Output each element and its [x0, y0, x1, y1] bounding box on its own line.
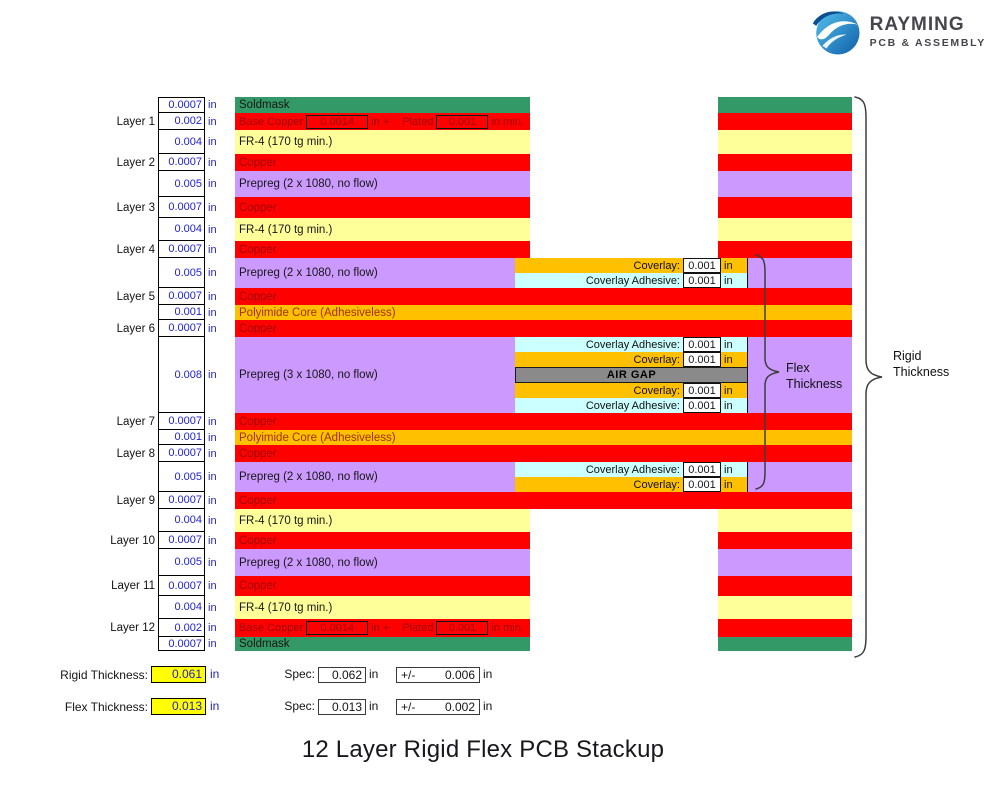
rigid-thickness-brace — [849, 94, 891, 660]
thickness-unit: in — [208, 290, 217, 303]
material-label: Copper — [239, 156, 277, 169]
material-bar-right — [718, 154, 852, 171]
layer-table-row — [93, 576, 226, 596]
material-bar-right — [718, 130, 852, 154]
thickness-value: 0.0007 — [168, 579, 202, 592]
material-label: Prepreg (2 x 1080, no flow) — [239, 471, 378, 483]
layer-table-row — [93, 218, 226, 241]
material-label: Copper — [239, 290, 277, 303]
layer-label — [93, 337, 155, 413]
coverlay-stack — [515, 462, 748, 492]
thickness-cell[interactable] — [158, 218, 205, 241]
coverlay-value-box[interactable]: 0.001 — [683, 337, 721, 352]
coverlay-unit: in — [721, 398, 748, 413]
thickness-cell[interactable] — [158, 113, 205, 130]
flex-spec-label: Spec: — [284, 699, 315, 713]
layer-table-row — [93, 492, 226, 509]
coverlay-value-box[interactable]: 0.001 — [683, 273, 721, 288]
layer-table-row — [93, 596, 226, 619]
base-copper-spec — [235, 621, 524, 635]
coverlay-label: Coverlay: — [633, 478, 680, 491]
rigid-spec-label: Spec: — [284, 667, 315, 681]
thickness-unit: in — [208, 136, 217, 148]
thickness-value: 0.0007 — [168, 156, 202, 168]
layer-label — [93, 596, 155, 619]
board-gap — [530, 97, 718, 113]
thickness-unit: in — [208, 494, 217, 507]
stackup-row — [235, 509, 852, 532]
board-gap — [530, 637, 718, 651]
layer-table-row — [93, 413, 226, 430]
material-bar-right — [718, 197, 852, 218]
logo-text — [870, 15, 986, 49]
layer-label: Layer 1 — [116, 115, 155, 128]
thickness-unit: in — [208, 601, 217, 614]
thickness-unit: in — [208, 243, 217, 256]
layer-table-row — [93, 462, 226, 492]
coverlay-label: Coverlay Adhesive: — [585, 463, 680, 476]
flex-tolerance-value: 0.002 — [444, 700, 475, 714]
layer-table-row — [93, 619, 226, 637]
flex-tolerance-sign: +/- — [401, 700, 416, 714]
plated-unit: in min. — [491, 622, 524, 634]
layer-label — [93, 509, 155, 532]
layer-table-row — [93, 258, 226, 288]
thickness-cell[interactable] — [158, 154, 205, 171]
thickness-value: 0.0007 — [168, 201, 202, 213]
layer-label: Layer 9 — [116, 494, 155, 507]
material-label: FR-4 (170 tg min.) — [239, 136, 333, 148]
board-gap — [530, 619, 718, 637]
rigid-thickness-label: Rigid Thickness — [893, 349, 950, 379]
thickness-value: 0.0007 — [168, 494, 202, 506]
material-label: Prepreg (3 x 1080, no flow) — [239, 369, 378, 381]
layer-table-row — [93, 532, 226, 549]
coverlay-label: Coverlay Adhesive: — [585, 338, 680, 351]
layer-label: Layer 12 — [110, 622, 155, 634]
thickness-value: 0.005 — [174, 177, 202, 190]
thickness-cell[interactable] — [158, 619, 205, 637]
board-gap — [530, 218, 718, 241]
material-bar-right — [718, 549, 852, 576]
material-bar-left — [235, 619, 530, 637]
thickness-value: 0.005 — [174, 470, 202, 483]
thickness-unit: in — [208, 514, 217, 527]
thickness-value: 0.001 — [174, 431, 202, 443]
material-label: FR-4 (170 tg min.) — [239, 601, 333, 614]
layer-table-row — [93, 337, 226, 413]
coverlay-value-box[interactable]: 0.001 — [683, 383, 721, 398]
base-copper-label: Base Copper — [239, 622, 304, 634]
thickness-cell[interactable] — [158, 637, 205, 651]
rayming-logo-icon — [811, 6, 863, 58]
material-bar-left — [235, 596, 530, 619]
material-bar-right — [718, 619, 852, 637]
layer-table-row — [93, 113, 226, 130]
thickness-unit: in — [208, 115, 217, 128]
coverlay-label: Coverlay Adhesive: — [585, 274, 680, 287]
stackup-row — [235, 197, 852, 218]
thickness-unit: in — [208, 156, 217, 169]
base-copper-label: Base Copper — [239, 115, 304, 128]
material-bar-right — [718, 596, 852, 619]
thickness-value: 0.0007 — [168, 290, 202, 302]
board-gap — [530, 532, 718, 549]
thickness-cell[interactable] — [158, 171, 205, 197]
thickness-value: 0.004 — [174, 223, 202, 235]
coverlay-bar-adhesive — [515, 398, 748, 413]
rigid-thickness-unit: in — [210, 667, 220, 681]
thickness-unit: in — [208, 369, 217, 381]
thickness-cell[interactable] — [158, 337, 205, 413]
thickness-unit: in — [208, 556, 217, 569]
thickness-unit: in — [208, 267, 217, 279]
air-gap-label: AIR GAP — [606, 369, 657, 381]
material-label: Copper — [239, 243, 277, 256]
stackup-row — [235, 113, 852, 130]
base-copper-unit: in + — [371, 622, 390, 634]
thickness-value: 0.002 — [174, 115, 202, 127]
coverlay-value-box[interactable]: 0.001 — [683, 477, 721, 492]
rigid-spec-unit: in — [369, 667, 379, 681]
layer-table-row — [93, 197, 226, 218]
material-label: Prepreg (2 x 1080, no flow) — [239, 267, 378, 279]
board-gap — [530, 197, 718, 218]
material-bar-right — [718, 576, 852, 596]
coverlay-value-box[interactable]: 0.001 — [683, 462, 721, 477]
material-bar-left — [235, 171, 530, 197]
coverlay-bar-coverlay — [515, 477, 748, 492]
thickness-unit: in — [208, 99, 217, 111]
material-label: Prepreg (2 x 1080, no flow) — [239, 178, 378, 190]
rigid-tolerance-box[interactable] — [396, 667, 480, 683]
thickness-unit: in — [208, 534, 217, 547]
rayming-logo — [811, 6, 986, 58]
layer-table-row — [93, 288, 226, 305]
thickness-unit: in — [208, 306, 217, 319]
thickness-cell[interactable] — [158, 445, 205, 462]
material-bar-right — [718, 218, 852, 241]
base-copper-unit: in + — [371, 115, 390, 128]
stackup-row — [235, 97, 852, 113]
thickness-value: 0.0007 — [168, 447, 202, 459]
thickness-cell[interactable] — [158, 130, 205, 154]
flex-thickness-value-box[interactable]: 0.013 — [151, 698, 206, 715]
stackup-row — [235, 154, 852, 171]
material-bar-right — [718, 171, 852, 197]
material-label: Copper — [239, 201, 277, 214]
coverlay-stack — [515, 337, 748, 413]
material-label: Copper — [239, 494, 277, 507]
material-bar-right — [718, 113, 852, 130]
thickness-cell[interactable] — [158, 288, 205, 305]
material-bar-right — [718, 532, 852, 549]
coverlay-label: Coverlay: — [633, 384, 680, 397]
thickness-value: 0.001 — [174, 306, 202, 318]
material-label: FR-4 (170 tg min.) — [239, 514, 333, 527]
material-label: Polyimide Core (Adhesiveless) — [239, 431, 396, 444]
coverlay-unit: in — [721, 337, 748, 352]
thickness-unit: in — [208, 178, 217, 190]
material-bar-left — [235, 576, 530, 596]
layer-label: Layer 2 — [116, 156, 155, 169]
material-bar-left — [235, 637, 530, 651]
coverlay-bar-airgap — [515, 367, 748, 383]
thickness-unit: in — [208, 580, 217, 592]
coverlay-label: Coverlay: — [633, 353, 680, 366]
thickness-unit: in — [208, 415, 217, 428]
material-bar-left — [235, 241, 530, 258]
material-label: Prepreg (2 x 1080, no flow) — [239, 556, 378, 569]
thickness-value: 0.0007 — [168, 243, 202, 255]
material-bar-left — [235, 197, 530, 218]
thickness-unit: in — [208, 201, 217, 214]
coverlay-bar-coverlay — [515, 383, 748, 398]
flex-thickness-summary-label: Flex Thickness: — [64, 700, 148, 714]
stackup-row — [235, 130, 852, 154]
coverlay-bar-coverlay — [515, 258, 748, 273]
thickness-unit: in — [208, 223, 217, 236]
logo-tagline: PCB & ASSEMBLY — [869, 36, 986, 49]
material-label: Soldmask — [239, 638, 290, 650]
thickness-unit: in — [208, 471, 217, 483]
layer-label — [93, 130, 155, 154]
material-bar-right — [718, 637, 852, 651]
thickness-unit: in — [208, 638, 217, 650]
layer-label: Layer 5 — [116, 290, 155, 303]
coverlay-label: Coverlay: — [633, 259, 680, 272]
material-label: Copper — [239, 534, 277, 547]
thickness-cell[interactable] — [158, 509, 205, 532]
flex-thickness-summary-row — [0, 698, 620, 716]
material-bar-left — [235, 130, 530, 154]
flex-tolerance-unit: in — [483, 699, 493, 713]
stackup-row — [235, 171, 852, 197]
board-gap — [530, 113, 718, 130]
layer-table-row — [93, 549, 226, 576]
thickness-unit: in — [208, 447, 217, 460]
board-gap — [530, 509, 718, 532]
stackup-row — [235, 492, 852, 509]
thickness-cell[interactable] — [158, 549, 205, 576]
layer-label: Layer 10 — [110, 534, 155, 547]
material-bar-left — [235, 218, 530, 241]
thickness-value: 0.0007 — [168, 637, 202, 650]
coverlay-value-box[interactable]: 0.001 — [683, 398, 721, 413]
thickness-cell[interactable] — [158, 258, 205, 288]
thickness-cell[interactable] — [158, 576, 205, 596]
rigid-thickness-summary-label: Rigid Thickness: — [60, 668, 148, 682]
thickness-cell[interactable] — [158, 197, 205, 218]
stackup-row — [235, 596, 852, 619]
thickness-value: 0.005 — [174, 556, 202, 568]
board-gap — [530, 241, 718, 258]
coverlay-unit: in — [721, 352, 748, 367]
thickness-unit: in — [208, 322, 217, 335]
page-title: 12 Layer Rigid Flex PCB Stackup — [301, 736, 665, 763]
rigid-thickness-value-box[interactable]: 0.061 — [151, 666, 206, 683]
material-label: Copper — [239, 580, 277, 592]
board-gap — [530, 576, 718, 596]
layer-label — [93, 97, 155, 113]
board-gap — [530, 171, 718, 197]
thickness-value: 0.004 — [174, 514, 202, 526]
stackup-row — [235, 549, 852, 576]
stackup-row — [235, 218, 852, 241]
thickness-value: 0.005 — [174, 266, 202, 279]
coverlay-unit: in — [721, 462, 748, 477]
rigid-tolerance-unit: in — [483, 667, 493, 681]
layer-table-row — [93, 320, 226, 337]
coverlay-bar-adhesive — [515, 462, 748, 477]
thickness-cell[interactable] — [158, 430, 205, 445]
coverlay-unit: in — [721, 477, 748, 492]
layer-table-row — [93, 241, 226, 258]
board-gap — [530, 130, 718, 154]
plated-thickness-box[interactable]: 0.001 — [436, 621, 488, 635]
thickness-value: 0.004 — [174, 601, 202, 613]
layer-table-row — [93, 445, 226, 462]
layer-table-row — [93, 637, 226, 651]
thickness-cell[interactable] — [158, 305, 205, 320]
rigid-thickness-summary-row — [0, 666, 620, 684]
thickness-value: 0.008 — [174, 368, 202, 381]
thickness-value: 0.0007 — [168, 534, 202, 546]
layer-label — [93, 549, 155, 576]
board-gap — [530, 596, 718, 619]
thickness-unit: in — [208, 431, 217, 444]
material-bar-left — [235, 549, 530, 576]
flex-thickness-brace — [751, 252, 787, 492]
layer-label: Layer 6 — [116, 322, 155, 335]
material-bar-left — [235, 97, 530, 113]
stackup-row — [235, 637, 852, 651]
material-label: Copper — [239, 322, 277, 335]
rigid-tolerance-value: 0.006 — [444, 668, 475, 682]
stackup-row — [235, 619, 852, 637]
thickness-cell[interactable] — [158, 492, 205, 509]
base-copper-spec — [235, 115, 524, 129]
flex-spec-value-box[interactable]: 0.013 — [318, 699, 366, 715]
thickness-value: 0.0007 — [168, 415, 202, 427]
material-label: FR-4 (170 tg min.) — [239, 223, 333, 236]
coverlay-bar-coverlay — [515, 352, 748, 367]
base-copper-thickness-box[interactable]: 0.0014 — [306, 115, 368, 129]
coverlay-bar-adhesive — [515, 273, 748, 288]
logo-brand: RAYMING — [869, 14, 965, 36]
flex-thickness-label: Flex Thickness — [786, 361, 843, 391]
material-label: Polyimide Core (Adhesiveless) — [239, 306, 396, 319]
coverlay-value-box[interactable]: 0.001 — [683, 352, 721, 367]
layer-table-row — [93, 130, 226, 154]
coverlay-stack — [515, 258, 748, 288]
layer-table-row — [93, 509, 226, 532]
layer-table-row — [93, 430, 226, 445]
layer-label: Layer 4 — [116, 243, 155, 256]
layer-label: Layer 11 — [111, 580, 155, 592]
material-bar-left — [235, 509, 530, 532]
thickness-cell[interactable] — [158, 596, 205, 619]
rigid-spec-value-box[interactable]: 0.062 — [318, 667, 366, 683]
thickness-cell[interactable] — [158, 320, 205, 337]
thickness-value: 0.0007 — [168, 322, 202, 334]
material-bar-right — [718, 97, 852, 113]
layer-label — [93, 637, 155, 651]
coverlay-unit: in — [721, 258, 748, 273]
thickness-value: 0.0007 — [168, 99, 202, 111]
board-gap — [530, 154, 718, 171]
layer-table-row — [93, 154, 226, 171]
layer-table-row — [93, 171, 226, 197]
coverlay-label: Coverlay Adhesive: — [585, 399, 680, 412]
material-bar-right — [718, 509, 852, 532]
material-bar — [235, 492, 852, 509]
thickness-unit: in — [208, 622, 217, 634]
thickness-cell[interactable] — [158, 413, 205, 430]
layer-label — [93, 218, 155, 241]
plated-thickness-box[interactable]: 0.001 — [436, 115, 488, 129]
thickness-value: 0.004 — [174, 135, 202, 148]
layer-label — [93, 258, 155, 288]
layer-label: Layer 3 — [116, 201, 155, 214]
thickness-cell[interactable] — [158, 241, 205, 258]
layer-thickness-table — [93, 97, 226, 651]
layer-label — [93, 171, 155, 197]
flex-thickness-unit: in — [210, 699, 220, 713]
layer-label — [93, 305, 155, 320]
coverlay-unit: in — [721, 383, 748, 398]
plated-label: Plated — [402, 115, 434, 128]
thickness-cell[interactable] — [158, 462, 205, 492]
plated-label: Plated — [402, 622, 434, 634]
thickness-cell[interactable] — [158, 97, 205, 113]
coverlay-unit: in — [721, 273, 748, 288]
flex-tolerance-box[interactable] — [396, 699, 480, 715]
layer-table-row — [93, 97, 226, 113]
thickness-value: 0.002 — [174, 621, 202, 634]
material-label: Soldmask — [239, 99, 290, 111]
material-bar-left — [235, 113, 530, 130]
material-label: Copper — [239, 447, 277, 460]
stackup-row — [235, 532, 852, 549]
material-label: Copper — [239, 415, 277, 428]
rigid-tolerance-sign: +/- — [401, 668, 416, 682]
base-copper-thickness-box[interactable]: 0.0014 — [306, 621, 368, 635]
plated-unit: in min. — [491, 115, 524, 128]
layer-label: Layer 8 — [116, 447, 155, 460]
coverlay-bar-adhesive — [515, 337, 748, 352]
flex-spec-unit: in — [369, 699, 379, 713]
stackup-row — [235, 576, 852, 596]
material-bar-left — [235, 154, 530, 171]
thickness-cell[interactable] — [158, 532, 205, 549]
material-bar-left — [235, 532, 530, 549]
coverlay-value-box[interactable]: 0.001 — [683, 258, 721, 273]
layer-table-row — [93, 305, 226, 320]
board-gap — [530, 549, 718, 576]
layer-label: Layer 7 — [116, 415, 155, 428]
layer-label — [93, 430, 155, 445]
layer-label — [93, 462, 155, 492]
